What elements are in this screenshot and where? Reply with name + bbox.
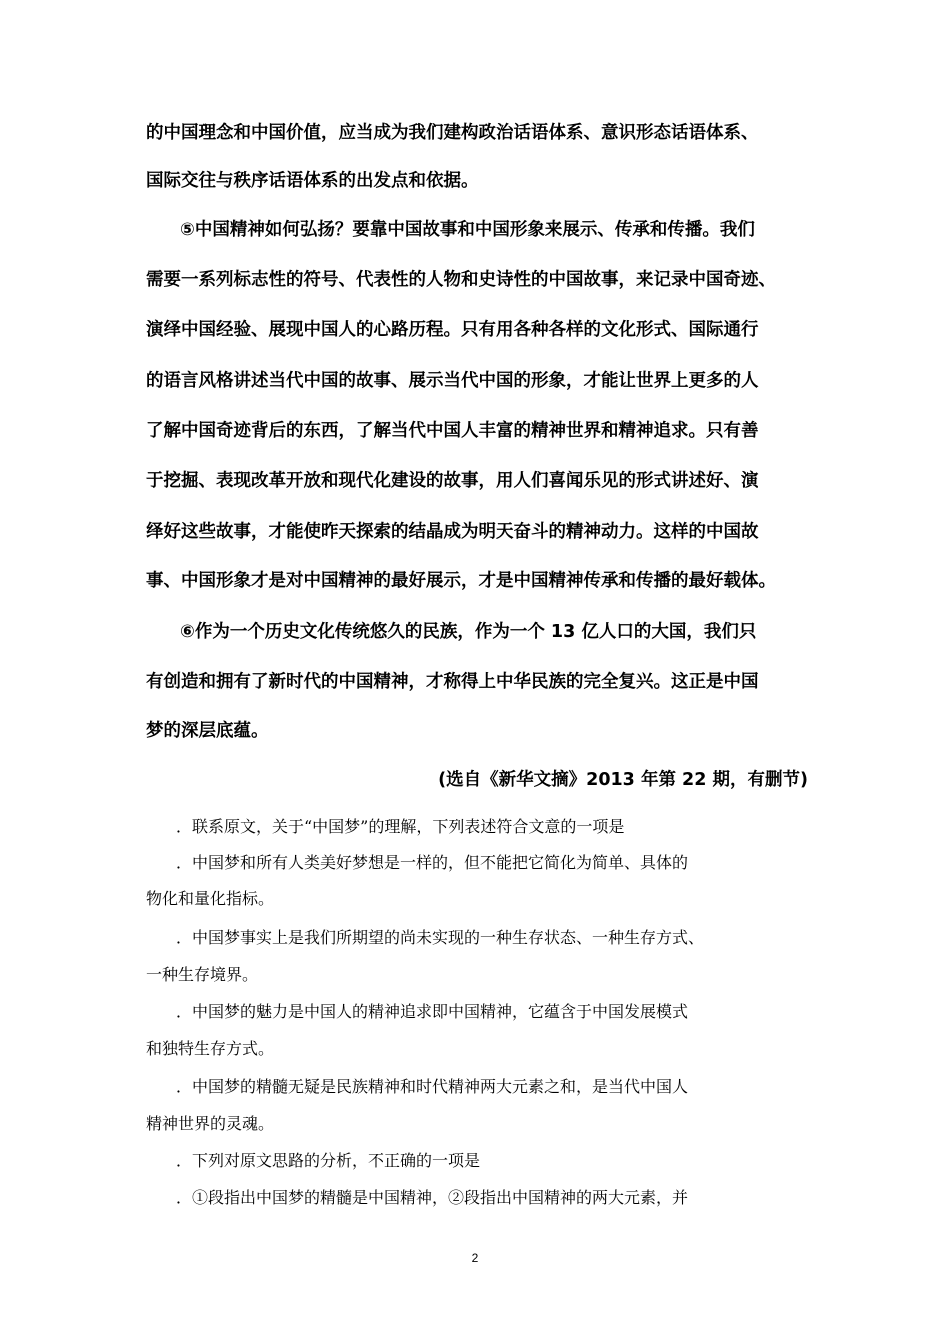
option-b-line: 一种生存境界。 xyxy=(146,965,259,984)
passage-line: 国际交往与秩序话语体系的出发点和依据。 xyxy=(146,171,479,191)
passage-line: 需要一系列标志性的符号、代表性的人物和史诗性的中国故事，来记录中国奇迹、 xyxy=(146,270,776,290)
page-number: 2 xyxy=(471,1251,479,1265)
paragraph-5-start: ⑤中国精神如何弘扬？要靠中国故事和中国形象来展示、传承和传播。我们 xyxy=(180,220,755,240)
option-c-line: 和独特生存方式。 xyxy=(146,1039,275,1058)
option-d-line: 精神世界的灵魂。 xyxy=(146,1114,275,1133)
passage-line: 事、中国形象才是对中国精神的最好展示，才是中国精神传承和传播的最好载体。 xyxy=(146,571,776,591)
option-a-line: ．中国梦和所有人类美好梦想是一样的，但不能把它简化为简单、具体的 xyxy=(176,853,689,872)
option-b-line: ．中国梦事实上是我们所期望的尚未实现的一种生存状态、一种生存方式、 xyxy=(176,928,705,947)
passage-line: 绎好这些故事，才能使昨天探索的结晶成为明天奋斗的精神动力。这样的中国故 xyxy=(146,522,759,542)
passage-line: 了解中国奇迹背后的东西，了解当代中国人丰富的精神世界和精神追求。只有善 xyxy=(146,421,759,441)
source-citation: (选自《新华文摘》2013 年第 22 期，有删节) xyxy=(438,770,808,790)
passage-line: 于挖掘、表现改革开放和现代化建设的故事，用人们喜闻乐见的形式讲述好、演 xyxy=(146,471,759,491)
option-c-line: ．中国梦的魅力是中国人的精神追求即中国精神，它蕴含于中国发展模式 xyxy=(176,1002,689,1021)
passage-line: 的中国理念和中国价值，应当成为我们建构政治话语体系、意识形态话语体系、 xyxy=(146,123,759,143)
passage-line: 的语言风格讲述当代中国的故事、展示当代中国的形象，才能让世界上更多的人 xyxy=(146,371,759,391)
passage-line: 有创造和拥有了新时代的中国精神，才称得上中华民族的完全复兴。这正是中国 xyxy=(146,672,759,692)
question-2-option-a-line: ．①段指出中国梦的精髓是中国精神，②段指出中国精神的两大元素，并 xyxy=(176,1188,689,1207)
question-2-stem: ．下列对原文思路的分析，不正确的一项是 xyxy=(176,1151,481,1170)
question-1-stem: ．联系原文，关于“中国梦”的理解，下列表述符合文意的一项是 xyxy=(176,817,625,836)
option-a-line: 物化和量化指标。 xyxy=(146,889,275,908)
paragraph-6-start: ⑥作为一个历史文化传统悠久的民族，作为一个 13 亿人口的大国，我们只 xyxy=(180,622,757,642)
option-d-line: ．中国梦的精髓无疑是民族精神和时代精神两大元素之和，是当代中国人 xyxy=(176,1077,689,1096)
passage-line: 梦的深层底蕴。 xyxy=(146,721,269,741)
passage-line: 演绎中国经验、展现中国人的心路历程。只有用各种各样的文化形式、国际通行 xyxy=(146,320,759,340)
